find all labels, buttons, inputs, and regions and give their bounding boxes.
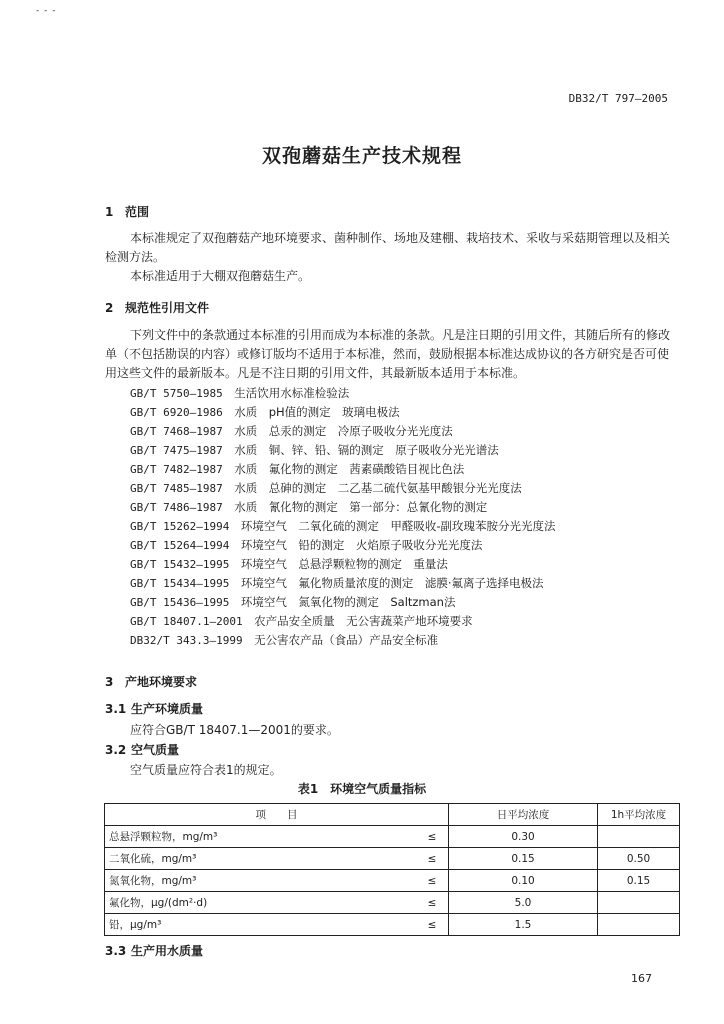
reference-title: 无公害农产品（食品）产品安全标准 — [254, 633, 439, 647]
section-2-paragraph-1: 下列文件中的条款通过本标准的引用而成为本标准的条款。凡是注日期的引用文件，其随后所有的修改单（不包括勘误的内容）或修订版均不适用于本标准，然而，鼓励根据本标准达成协议的各方研究是否可使用这些文件的最新版本。凡是不注日期的引用文件，其最新版本适用于本标准。 — [105, 328, 671, 380]
document-title: 双孢蘑菇生产技术规程 — [261, 145, 462, 167]
reference-item — [130, 537, 482, 553]
row-symbol: ≤ — [416, 848, 449, 870]
section-1-paragraph-2: 本标准适用于大棚双孢蘑菇生产。 — [130, 269, 311, 283]
reference-item — [130, 632, 438, 648]
reference-code: GB/T 7485—1987 — [130, 482, 223, 495]
row-item: 二氧化硫，mg/m³ — [105, 848, 417, 870]
reference-code: GB/T 15432—1995 — [130, 558, 230, 571]
table-row — [105, 848, 680, 870]
row-item: 氮氧化物，mg/m³ — [105, 870, 417, 892]
reference-code: GB/T 5750—1985 — [130, 387, 223, 400]
reference-code: GB/T 15434—1995 — [130, 577, 230, 590]
reference-item — [130, 423, 453, 439]
row-daily: 1.5 — [449, 914, 598, 936]
row-symbol: ≤ — [416, 826, 449, 848]
section-title: 空气质量 — [131, 743, 180, 757]
scan-corner-mark: - - - — [36, 6, 57, 16]
reference-code: GB/T 15264—1994 — [130, 539, 230, 552]
reference-title: 环境空气 二氧化硫的测定 甲醛吸收-副玫瑰苯胺分光光度法 — [240, 519, 556, 533]
reference-code: GB/T 15436—1995 — [130, 596, 230, 609]
reference-title: 农产品安全质量 无公害蔬菜产地环境要求 — [254, 614, 473, 628]
reference-item — [130, 613, 473, 629]
row-daily: 5.0 — [449, 892, 598, 914]
row-symbol: ≤ — [416, 870, 449, 892]
reference-title: 水质 氟化物的测定 茜素磺酸锆目视比色法 — [234, 462, 465, 476]
reference-title: 水质 总汞的测定 冷原子吸收分光光度法 — [234, 424, 453, 438]
reference-code: GB/T 7482—1987 — [130, 463, 223, 476]
row-daily: 0.30 — [449, 826, 598, 848]
reference-title: 生活饮用水标准检验法 — [234, 386, 350, 400]
section-title: 生产用水质量 — [131, 944, 204, 958]
table-1-caption: 表1 环境空气质量指标 — [297, 782, 427, 796]
section-3-2-text: 空气质量应符合表1的规定。 — [130, 763, 282, 777]
row-hourly — [598, 892, 680, 914]
row-item: 铅，μg/m³ — [105, 914, 417, 936]
section-number: 2 — [105, 301, 114, 315]
reference-title: 环境空气 总悬浮颗粒物的测定 重量法 — [240, 557, 448, 571]
air-quality-table — [104, 803, 680, 936]
section-title: 范围 — [125, 205, 150, 219]
reference-item — [130, 442, 499, 458]
row-hourly: 0.15 — [598, 870, 680, 892]
reference-code: GB/T 6920—1986 — [130, 406, 223, 419]
reference-item — [130, 385, 349, 401]
row-item: 总悬浮颗粒物，mg/m³ — [105, 826, 417, 848]
reference-title: 水质 氰化物的测定 第一部分：总氰化物的测定 — [234, 500, 488, 514]
section-3-1-heading — [105, 700, 203, 717]
section-2-heading — [105, 299, 209, 316]
reference-item — [130, 461, 464, 477]
table-header-row — [105, 804, 680, 826]
section-number: 3.2 — [105, 743, 127, 757]
reference-title: 水质 总砷的测定 二乙基二硫代氨基甲酸银分光光度法 — [234, 481, 522, 495]
section-3-2-heading — [105, 741, 179, 758]
section-3-1-text: 应符合GB/T 18407.1—2001的要求。 — [130, 723, 339, 737]
reference-title: 水质 pH值的测定 玻璃电极法 — [234, 405, 400, 419]
reference-item — [130, 499, 487, 515]
row-item: 氟化物，μg/(dm²·d) — [105, 892, 417, 914]
section-number: 3.1 — [105, 702, 127, 716]
reference-title: 环境空气 氮氧化物的测定 Saltzman法 — [240, 595, 456, 609]
table-row — [105, 870, 680, 892]
section-title: 生产环境质量 — [131, 702, 204, 716]
reference-item — [130, 518, 556, 534]
row-hourly — [598, 914, 680, 936]
section-title: 规范性引用文件 — [125, 301, 210, 315]
section-number: 1 — [105, 205, 114, 219]
reference-code: GB/T 18407.1—2001 — [130, 615, 243, 628]
reference-code: GB/T 7468—1987 — [130, 425, 223, 438]
row-symbol: ≤ — [416, 892, 449, 914]
header-hourly: 1h平均浓度 — [598, 804, 680, 826]
section-3-heading — [105, 673, 197, 690]
row-daily: 0.10 — [449, 870, 598, 892]
reference-code: GB/T 7486—1987 — [130, 501, 223, 514]
reference-item — [130, 594, 455, 610]
header-daily: 日平均浓度 — [449, 804, 598, 826]
page-number: 167 — [631, 972, 652, 985]
reference-code: DB32/T 343.3—1999 — [130, 634, 243, 647]
standard-code: DB32/T 797—2005 — [568, 92, 668, 105]
section-3-3-heading — [105, 942, 203, 959]
row-daily: 0.15 — [449, 848, 598, 870]
reference-title: 水质 铜、锌、铅、镉的测定 原子吸收分光光谱法 — [234, 443, 499, 457]
reference-code: GB/T 15262—1994 — [130, 520, 230, 533]
section-number: 3 — [105, 675, 114, 689]
row-hourly — [598, 826, 680, 848]
section-1-paragraph-1: 本标准规定了双孢蘑菇产地环境要求、菌种制作、场地及建棚、栽培技术、采收与采菇期管理以及相关检测方法。 — [105, 231, 671, 264]
reference-title: 环境空气 铅的测定 火焰原子吸收分光光度法 — [240, 538, 483, 552]
reference-item — [130, 575, 544, 591]
reference-item — [130, 556, 448, 572]
section-1-heading — [105, 203, 149, 220]
reference-item — [130, 480, 522, 496]
row-symbol: ≤ — [416, 914, 449, 936]
reference-item — [130, 404, 400, 420]
section-number: 3.3 — [105, 944, 127, 958]
reference-title: 环境空气 氟化物质量浓度的测定 滤膜·氟离子选择电极法 — [240, 576, 544, 590]
row-hourly: 0.50 — [598, 848, 680, 870]
table-row — [105, 826, 680, 848]
section-title: 产地环境要求 — [125, 675, 198, 689]
header-item: 项 目 — [105, 804, 449, 826]
table-row — [105, 914, 680, 936]
reference-code: GB/T 7475—1987 — [130, 444, 223, 457]
table-row — [105, 892, 680, 914]
